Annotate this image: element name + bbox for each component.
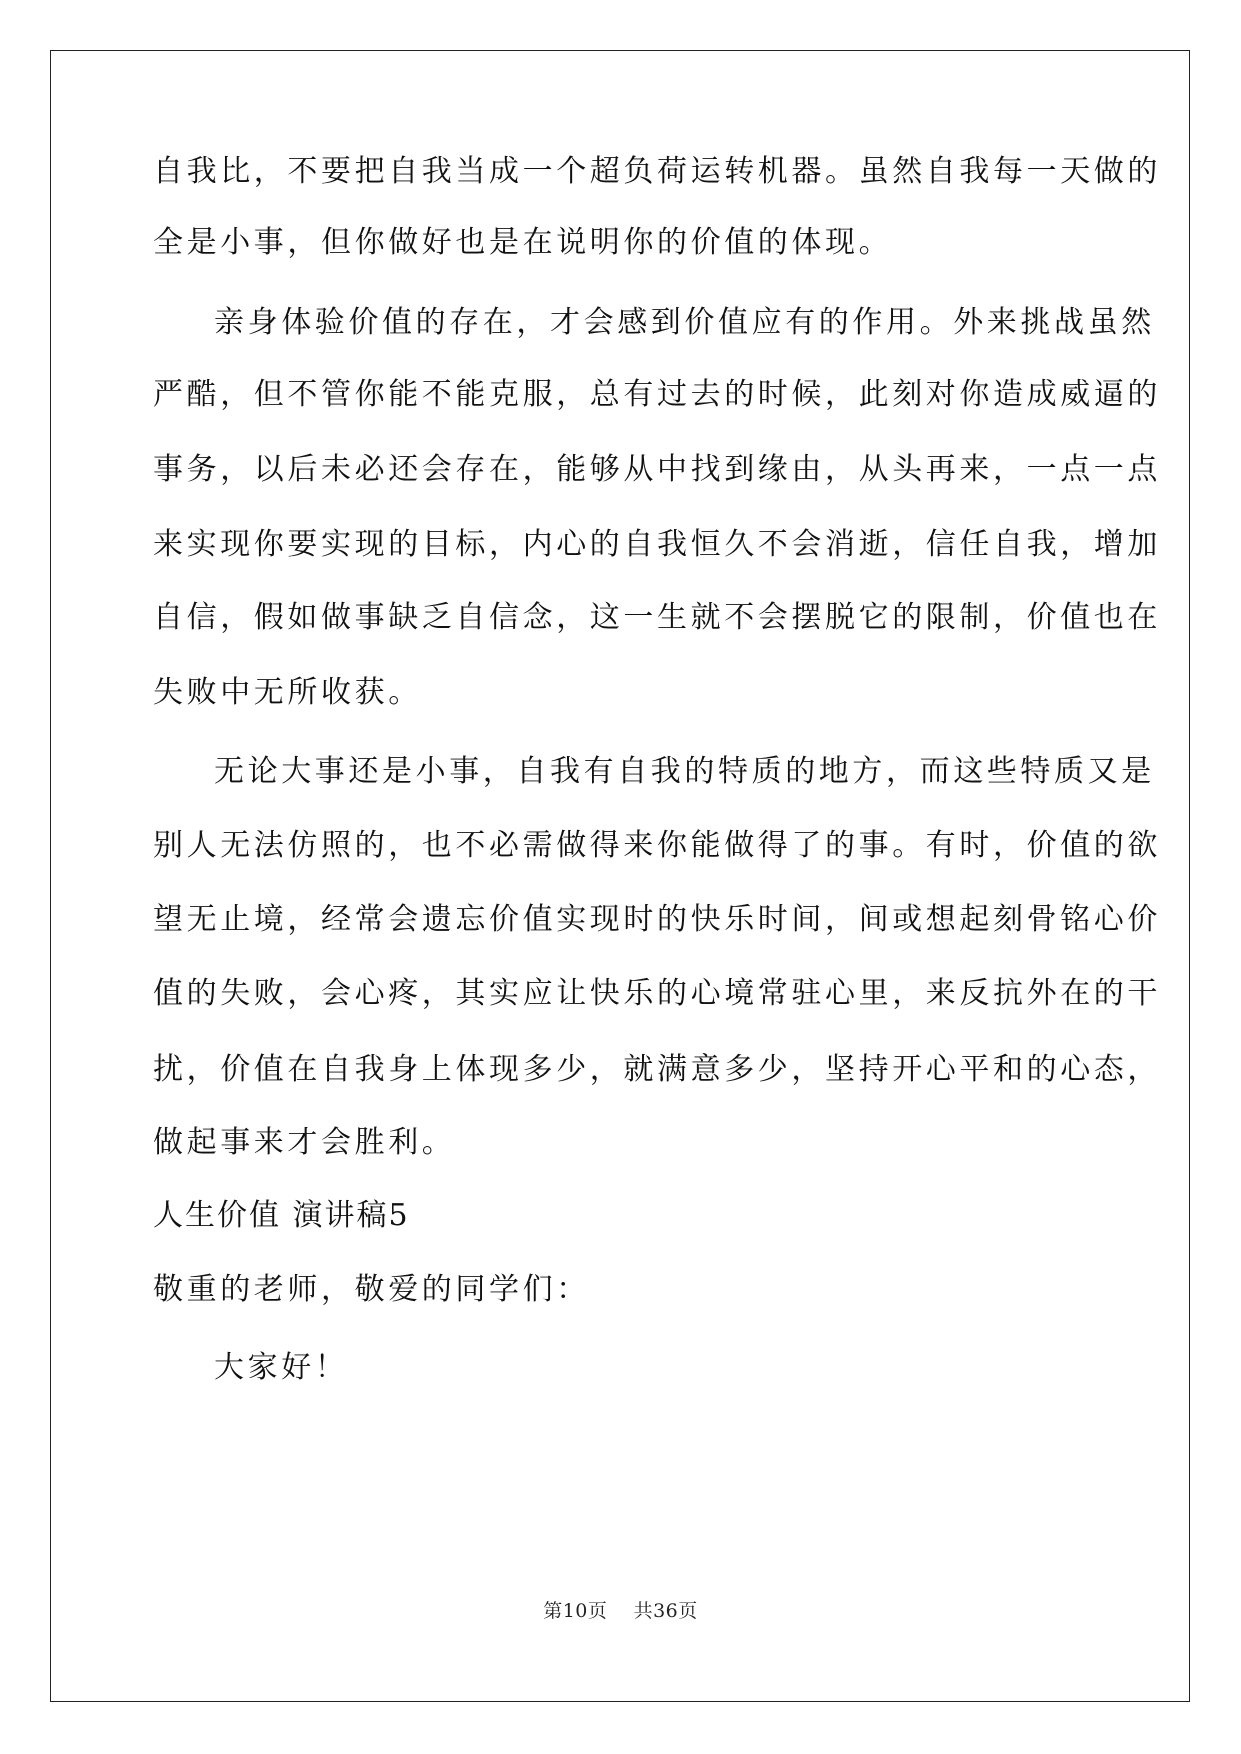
greeting: 大家好！ — [214, 1350, 349, 1385]
paragraph-line: 扰，价值在自我身上体现多少，就满意多少，坚持开心平和的心态， — [153, 1052, 1161, 1087]
page-border — [50, 50, 1190, 1702]
section-heading: 人生价值 演讲稿5 — [153, 1198, 410, 1233]
paragraph-line: 值的失败，会心疼，其实应让快乐的心境常驻心里，来反抗外在的干 — [153, 976, 1161, 1011]
paragraph-line: 亲身体验价值的存在，才会感到价值应有的作用。外来挑战虽然 — [214, 305, 1155, 340]
page-number: 第10页 — [543, 1600, 608, 1622]
paragraph-line: 望无止境，经常会遗忘价值实现时的快乐时间，间或想起刻骨铭心价 — [153, 902, 1161, 937]
paragraph-line: 失败中无所收获。 — [153, 675, 422, 710]
page-total: 共36页 — [633, 1600, 698, 1622]
paragraph-line: 别人无法仿照的，也不必需做得来你能做得了的事。有时，价值的欲 — [153, 828, 1161, 863]
paragraph-line: 无论大事还是小事，自我有自我的特质的地方，而这些特质又是 — [214, 754, 1155, 789]
paragraph-line: 做起事来才会胜利。 — [153, 1125, 456, 1160]
paragraph-line: 自信，假如做事缺乏自信念，这一生就不会摆脱它的限制，价值也在 — [153, 600, 1161, 635]
paragraph-line: 严酷，但不管你能不能克服，总有过去的时候，此刻对你造成威逼的 — [153, 377, 1161, 412]
salutation: 敬重的老师，敬爱的同学们： — [153, 1272, 590, 1307]
paragraph-line: 来实现你要实现的目标，内心的自我恒久不会消逝，信任自我，增加 — [153, 527, 1161, 562]
paragraph-line: 自我比，不要把自我当成一个超负荷运转机器。虽然自我每一天做的 — [153, 154, 1161, 189]
paragraph-line: 事务，以后未必还会存在，能够从中找到缘由，从头再来，一点一点 — [153, 452, 1161, 487]
page-footer — [0, 1596, 1241, 1623]
paragraph-line: 全是小事，但你做好也是在说明你的价值的体现。 — [153, 225, 893, 260]
